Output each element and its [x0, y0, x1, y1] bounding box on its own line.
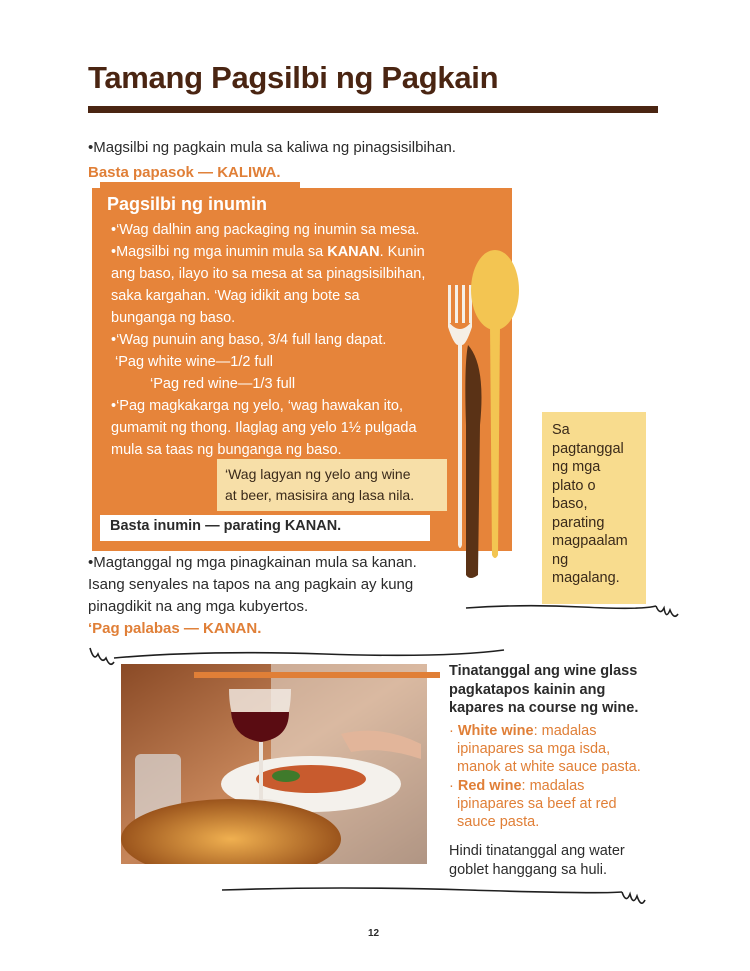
- drinks-line-1: •‘Wag dalhin ang packaging ng inumin sa mesa.: [111, 222, 420, 238]
- page-number: 12: [368, 928, 380, 939]
- drinks-line-2: •Magsilbi ng mga inumin mula sa KANAN. Kunin: [111, 244, 425, 260]
- white-wine-item: · White wine: madalas ipinapares sa mga isda, manok at white sauce pasta.: [449, 723, 641, 775]
- page-title: Tamang Pagsilbi ng Pagkain: [88, 60, 499, 95]
- rule-in-heading: Basta papasok — KALIWA.: [88, 164, 281, 181]
- drinks-line-6: •‘Wag punuin ang baso, 3/4 full lang dapat.: [111, 332, 387, 348]
- drinks-line-11: mula sa taas ng bunganga ng baso.: [111, 442, 342, 458]
- intro-text: •Magsilbi ng pagkain mula sa kaliwa ng pinagsisilbihan.: [88, 139, 456, 156]
- sidebar-text: Sa pagtanggal ng mga plato o baso, parating magpaalam ng magalang.: [552, 422, 628, 586]
- drinks-line-9: •‘Pag magkakarga ng yelo, ‘wag hawakan ito,: [111, 398, 404, 414]
- clear-line-3: pinagdikit na ang mga kubyertos.: [88, 598, 309, 615]
- drinks-line-8: ‘Pag red wine—1/3 full: [150, 376, 296, 392]
- water-goblet-note: Hindi tinatanggal ang water goblet hanggang sa huli.: [449, 843, 625, 878]
- red-wine-item: · Red wine: madalas ipinapares sa beef at red sauce pasta.: [449, 778, 617, 830]
- dining-photo: [121, 664, 427, 864]
- ice-callout-text: ‘Wag lagyan ng yelo ang wine at beer, masisira ang lasa nila.: [225, 466, 415, 503]
- rule-out-heading: ‘Pag palabas — KANAN.: [88, 620, 262, 637]
- title-rule: [88, 106, 658, 113]
- drinks-heading: Pagsilbi ng inumin: [107, 194, 268, 214]
- drinks-rule: Basta inumin — parating KANAN.: [110, 518, 342, 534]
- cutlery-illustration: [440, 245, 525, 585]
- drinks-line-3: ang baso, ilayo ito sa mesa at sa pinagsisilbihan,: [111, 266, 426, 282]
- doodle-line-top: [462, 596, 682, 626]
- clear-line-2: Isang senyales na tapos na ang pagkain ay kung: [88, 576, 414, 593]
- drinks-line-5: bunganga ng baso.: [111, 310, 236, 326]
- drinks-line-4: saka kargahan. ‘Wag idikit ang bote sa: [111, 288, 360, 304]
- drinks-line-7: ‘Pag white wine—1/2 full: [115, 354, 273, 370]
- knife-icon: [465, 345, 481, 578]
- wine-heading: Tinatanggal ang wine glass pagkatapos kainin ang kapares na course ng wine.: [449, 663, 639, 716]
- clear-line-1: •Magtanggal ng mga pinagkainan mula sa kanan.: [88, 554, 417, 571]
- doodle-line-bottom: [218, 880, 658, 910]
- drinks-line-10: gumamit ng thong. Ilaglag ang yelo 1½ pulgada: [111, 420, 417, 436]
- photo-accent-bar: [194, 672, 440, 678]
